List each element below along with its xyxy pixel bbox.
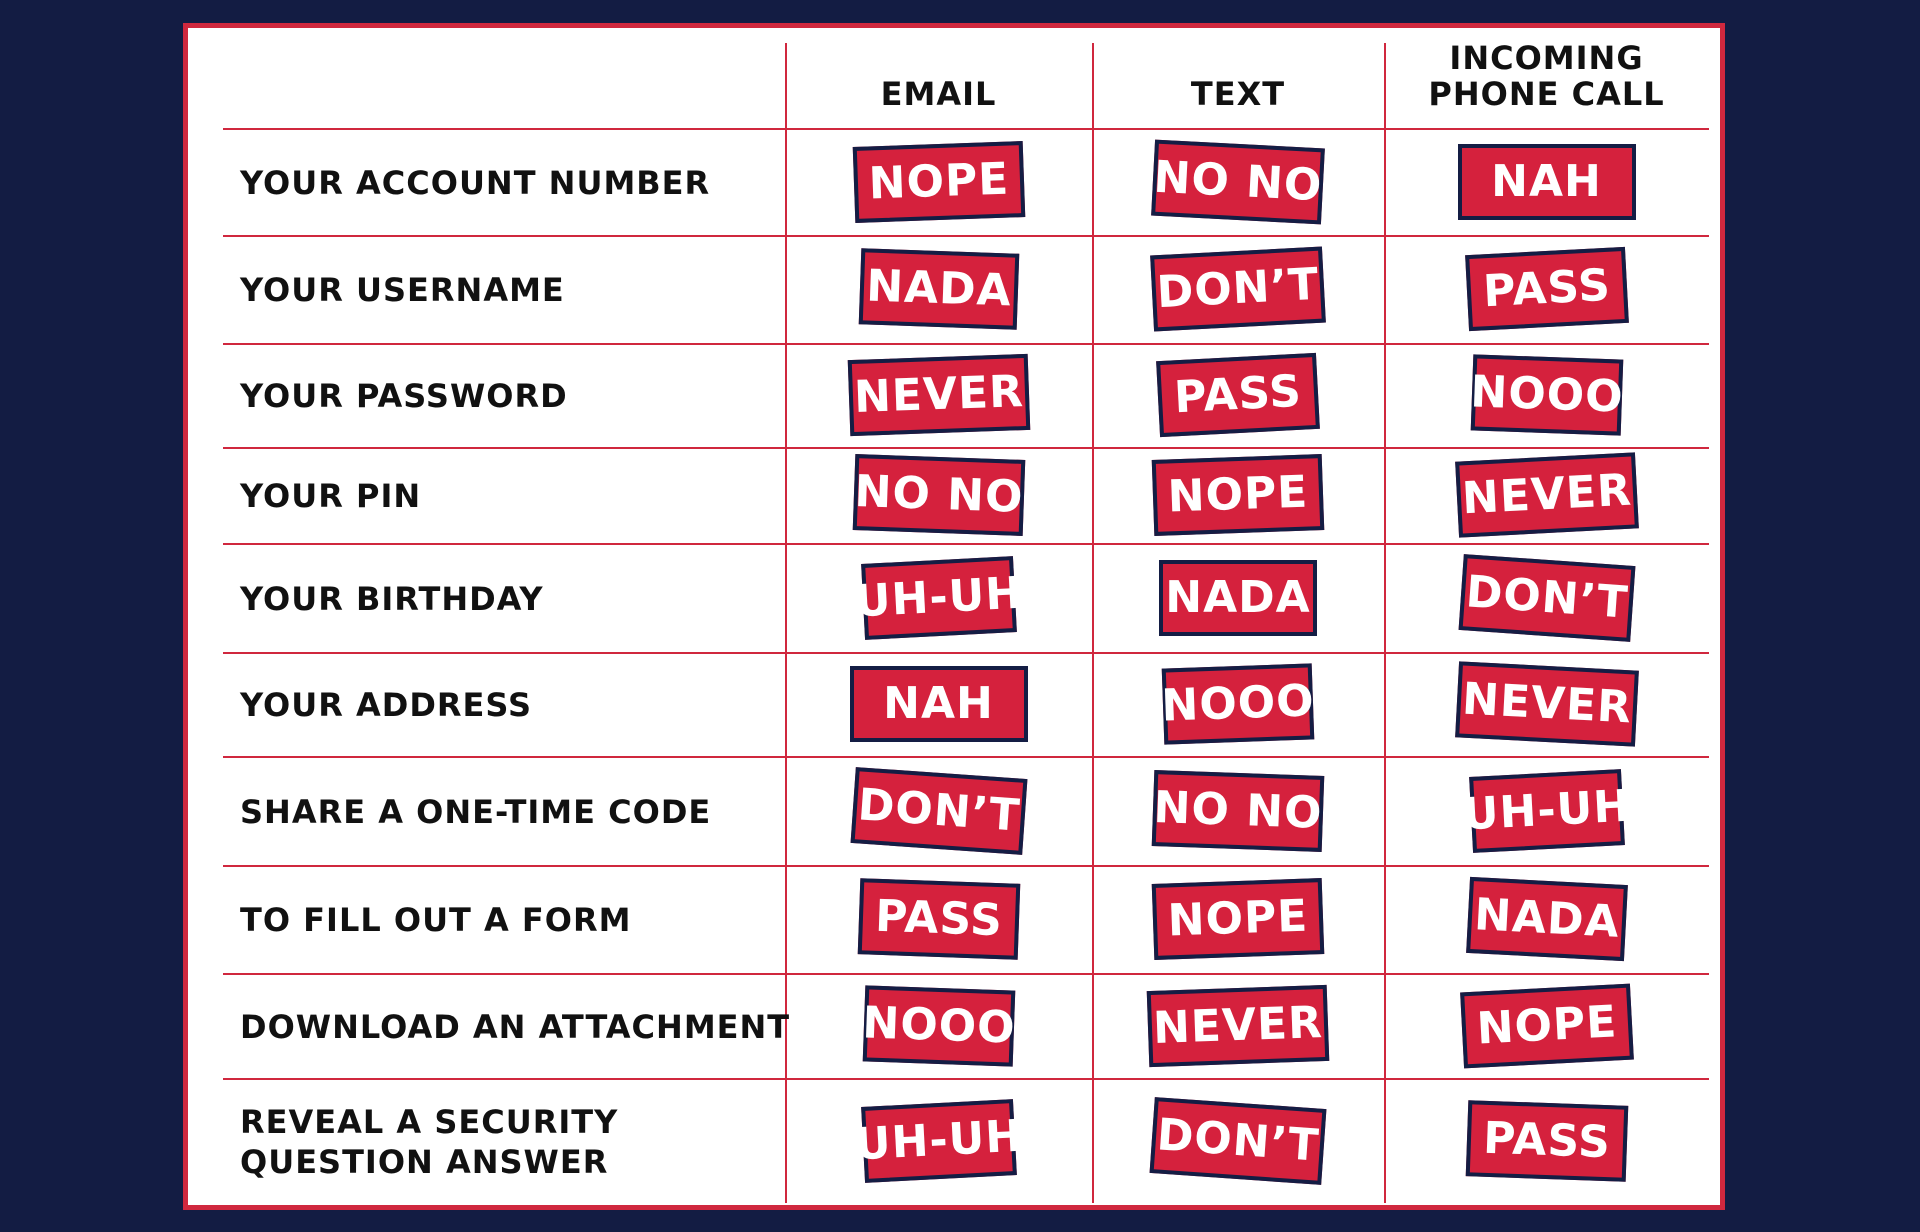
answer-stamp: NOOO bbox=[862, 985, 1015, 1066]
answer-stamp: NEVER bbox=[847, 354, 1030, 436]
row-label: DOWNLOAD AN ATTACHMENT bbox=[240, 1007, 791, 1046]
row-label: SHARE A ONE-TIME CODE bbox=[240, 792, 712, 831]
column-header-email: EMAIL bbox=[880, 75, 997, 113]
answer-stamp: PASS bbox=[1156, 353, 1320, 437]
row-label: YOUR USERNAME bbox=[240, 271, 565, 309]
answer-stamp: DON’T bbox=[850, 767, 1027, 855]
column-header-phone-call: INCOMING PHONE CALL bbox=[1428, 39, 1665, 113]
row-label: YOUR ACCOUNT NUMBER bbox=[240, 163, 711, 202]
answer-stamp: NAH bbox=[1458, 144, 1636, 220]
answer-stamp: DON’T bbox=[1458, 554, 1635, 642]
answer-stamp: UH-UH bbox=[1469, 769, 1625, 853]
answer-stamp: NAH bbox=[850, 666, 1028, 742]
answer-stamp: NEVER bbox=[1455, 661, 1639, 746]
answer-stamp: NOOO bbox=[1162, 663, 1315, 744]
answer-stamp: NOOO bbox=[1470, 354, 1623, 435]
answer-stamp: NEVER bbox=[1147, 984, 1330, 1066]
row-label: REVEAL A SECURITY QUESTION ANSWER bbox=[240, 1102, 619, 1181]
answer-stamp: PASS bbox=[1465, 1100, 1628, 1182]
row-label: YOUR BIRTHDAY bbox=[240, 579, 544, 618]
column-divider bbox=[1092, 43, 1094, 1203]
answer-stamp: NADA bbox=[1466, 877, 1628, 961]
answer-stamp: NOPE bbox=[852, 141, 1025, 223]
answer-stamp: NO NO bbox=[1152, 770, 1325, 852]
row-label: TO FILL OUT A FORM bbox=[240, 901, 632, 939]
answer-stamp: NOPE bbox=[1152, 454, 1325, 536]
answer-stamp: DON’T bbox=[1150, 1097, 1327, 1185]
column-divider bbox=[1384, 43, 1386, 1203]
answer-stamp: DON’T bbox=[1150, 247, 1326, 332]
row-divider bbox=[223, 447, 1709, 449]
answer-stamp: UH-UH bbox=[861, 556, 1017, 640]
answer-stamp: NOPE bbox=[1460, 983, 1634, 1068]
answer-stamp: NO NO bbox=[852, 454, 1025, 536]
answer-stamp: NOPE bbox=[1152, 878, 1325, 960]
answer-stamp: NADA bbox=[1159, 560, 1317, 636]
answer-stamp: PASS bbox=[1465, 247, 1629, 331]
security-table-card bbox=[183, 23, 1725, 1210]
column-header-text: TEXT bbox=[1190, 75, 1286, 113]
row-label: YOUR PASSWORD bbox=[240, 377, 568, 415]
row-label: YOUR ADDRESS bbox=[240, 686, 533, 724]
row-label: YOUR PIN bbox=[240, 477, 422, 515]
answer-stamp: UH-UH bbox=[861, 1099, 1017, 1183]
answer-stamp: NEVER bbox=[1455, 452, 1639, 537]
answer-stamp: NADA bbox=[858, 248, 1019, 329]
answer-stamp: PASS bbox=[857, 878, 1020, 960]
answer-stamp: NO NO bbox=[1151, 139, 1325, 224]
